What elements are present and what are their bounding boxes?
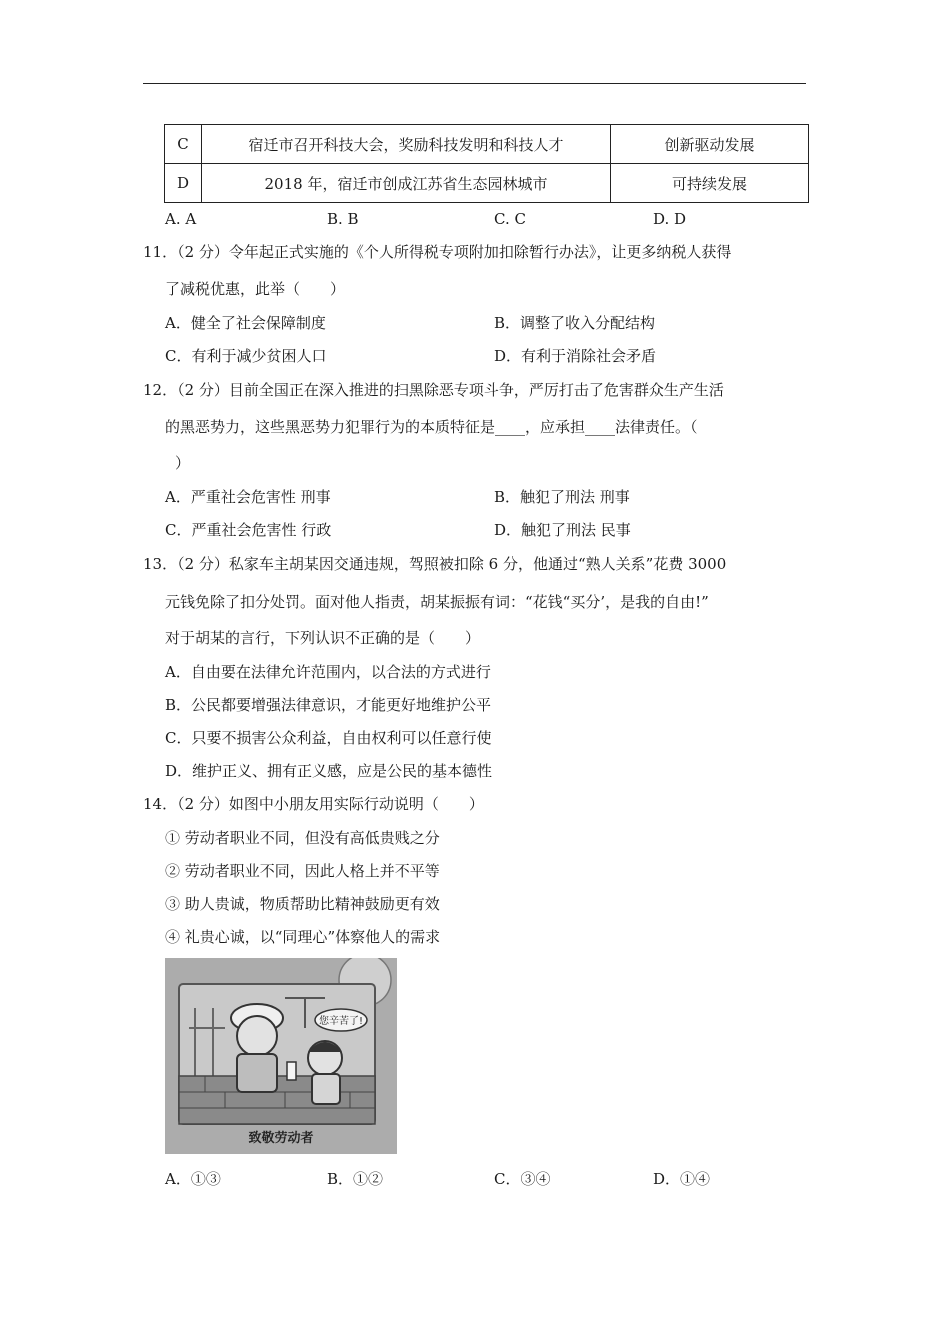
- q14-option-a: A．①③: [165, 1170, 221, 1188]
- q10-option-c: C. C: [494, 210, 526, 228]
- q13-option-a: A．自由要在法律允许范围内，以合法的方式进行: [165, 663, 491, 681]
- q14-statement-2: ② 劳动者职业不同，因此人格上并不平等: [165, 862, 440, 880]
- figure-caption: 致敬劳动者: [248, 1131, 314, 1146]
- worker-cartoon-illustration: [165, 958, 397, 1154]
- row-letter: C: [165, 125, 202, 164]
- q14-statement-3: ③ 助人贵诚，物质帮助比精神鼓励更有效: [165, 895, 440, 913]
- q13-stem-line3: 对于胡某的言行，下列认识不正确的是（ ）: [165, 629, 481, 647]
- row-strategy: 创新驱动发展: [611, 125, 809, 164]
- q11-option-d: D．有利于消除社会矛盾: [494, 347, 657, 365]
- row-strategy: 可持续发展: [611, 164, 809, 203]
- row-event: 2018 年，宿迁市创成江苏省生态园林城市: [202, 164, 611, 203]
- table-row: [165, 164, 809, 203]
- row-letter: D: [165, 164, 202, 203]
- q12-option-c: C．严重社会危害性 行政: [165, 521, 332, 539]
- table-row: [165, 125, 809, 164]
- q10-option-a: A. A: [165, 210, 197, 228]
- q12-option-b: B．触犯了刑法 刑事: [494, 488, 630, 506]
- q13-option-d: D．维护正义、拥有正义感，应是公民的基本德性: [165, 762, 493, 780]
- q14-option-d: D．①④: [653, 1170, 711, 1188]
- q14-option-c: C．③④: [494, 1170, 551, 1188]
- q13-option-b: B．公民都要增强法律意识，才能更好地维护公平: [165, 696, 492, 714]
- speech-bubble-text: 您辛苦了!: [318, 1016, 364, 1027]
- q13-option-c: C．只要不损害公众利益，自由权利可以任意行使: [165, 729, 492, 747]
- q14-option-b: B．①②: [327, 1170, 384, 1188]
- q12-stem-line2: 的黑恶势力，这些黑恶势力犯罪行为的本质特征是____，应承担____法律责任。（: [165, 418, 698, 436]
- cartoon-figure: [165, 958, 397, 1154]
- q11-option-b: B．调整了收入分配结构: [494, 314, 656, 332]
- q11-option-c: C．有利于减少贫困人口: [165, 347, 327, 365]
- q14-statement-4: ④ 礼贵心诚，以“同理心”体察他人的需求: [165, 928, 441, 946]
- row-event: 宿迁市召开科技大会，奖励科技发明和科技人才: [202, 125, 611, 164]
- q13-stem-line1: 13．（2 分）私家车主胡某因交通违规，驾照被扣除 6 分，他通过“熟人关系”花费 3000: [143, 555, 727, 573]
- q10-option-b: B. B: [327, 210, 359, 228]
- q14-statement-1: ① 劳动者职业不同，但没有高低贵贱之分: [165, 829, 440, 847]
- q10-option-d: D. D: [653, 210, 687, 228]
- options-table: [164, 124, 809, 203]
- q12-stem-line3: ）: [175, 454, 191, 472]
- q12-option-a: A．严重社会危害性 刑事: [165, 488, 331, 506]
- q11-stem-line2: 了减税优惠，此举（ ）: [165, 280, 346, 298]
- header-rule: [143, 83, 806, 84]
- q11-option-a: A．健全了社会保障制度: [165, 314, 326, 332]
- q14-stem: 14．（2 分）如图中小朋友用实际行动说明（ ）: [143, 795, 484, 813]
- q13-stem-line2: 元钱免除了扣分处罚。面对他人指责，胡某振振有词：“花钱“买分’，是我的自由!”: [165, 593, 709, 611]
- q12-option-d: D．触犯了刑法 民事: [494, 521, 631, 539]
- q12-stem-line1: 12．（2 分）目前全国正在深入推进的扫黑除恶专项斗争，严厉打击了危害群众生产生活: [143, 381, 724, 399]
- q11-stem-line1: 11．（2 分）令年起正式实施的《个人所得税专项附加扣除暂行办法》，让更多纳税人获得: [143, 243, 732, 261]
